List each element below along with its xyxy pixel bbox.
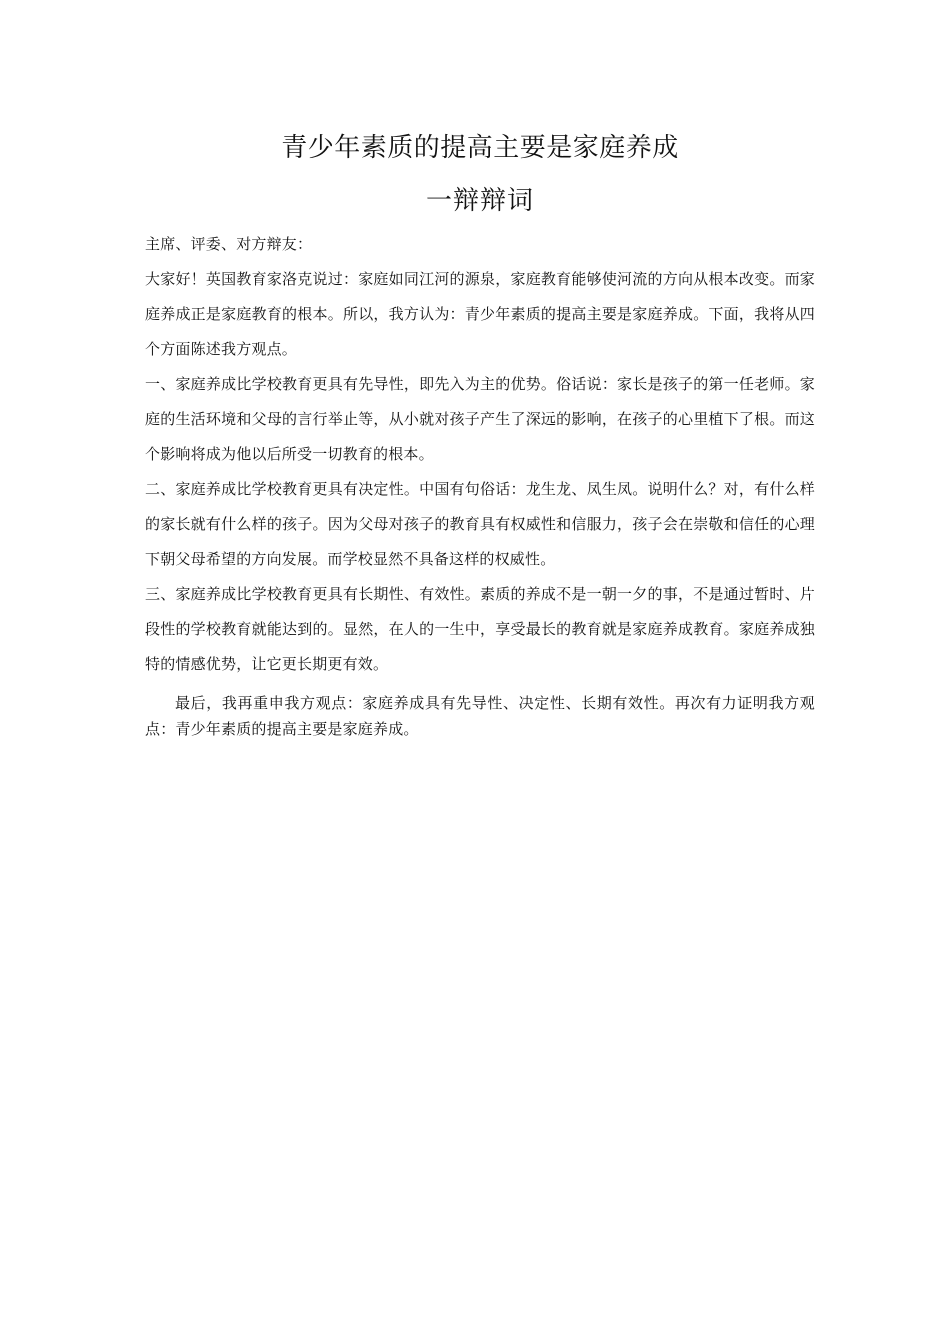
closing-paragraph: 最后，我再重申我方观点：家庭养成具有先导性、决定性、长期有效性。再次有力证明我方观点：青少年素质的提高主要是家庭养成。 (145, 694, 815, 738)
point-three-paragraph: 三、家庭养成比学校教育更具有长期性、有效性。素质的养成不是一朝一夕的事，不是通过暂时、片段性的学校教育就能达到的。显然，在人的一生中，享受最长的教育就是家庭养成教育。家庭养成独特的情感优势，让它更长期更有效。 (145, 585, 815, 673)
point-two-paragraph: 二、家庭养成比学校教育更具有决定性。中国有句俗话：龙生龙、凤生凤。说明什么？对，有什么样的家长就有什么样的孩子。因为父母对孩子的教育具有权威性和信服力，孩子会在崇敬和信任的心理下朝父母希望的方向发展。而学校显然不具备这样的权威性。 (145, 480, 815, 568)
point-one-paragraph: 一、家庭养成比学校教育更具有先导性，即先入为主的优势。俗话说：家长是孩子的第一任老师。家庭的生活环境和父母的言行举止等，从小就对孩子产生了深远的影响，在孩子的心里植下了根。而这个影响将成为他以后所受一切教育的根本。 (145, 375, 815, 463)
salutation-paragraph: 主席、评委、对方辩友： (145, 235, 313, 253)
document-content (145, 128, 815, 742)
opening-paragraph: 大家好！英国教育家洛克说过：家庭如同江河的源泉，家庭教育能够使河流的方向从根本改变。而家庭养成正是家庭教育的根本。所以，我方认为：青少年素质的提高主要是家庭养成。下面，我将从四个方面陈述我方观点。 (145, 270, 815, 358)
document-subtitle: 一辩辩词 (425, 186, 534, 216)
document-title: 青少年素质的提高主要是家庭养成 (281, 133, 679, 163)
document-body (145, 227, 815, 742)
